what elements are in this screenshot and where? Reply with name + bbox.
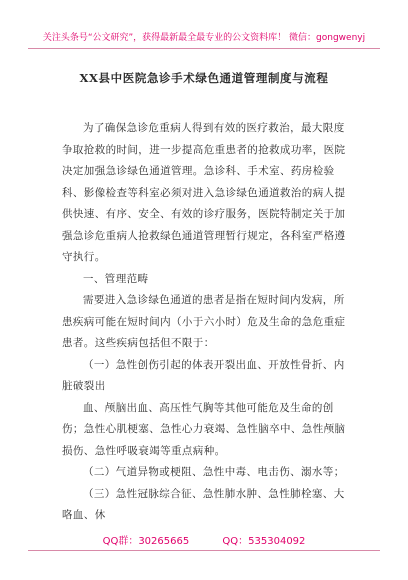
header-note: 关注头条号“公文研究”，获得最新最全最专业的公文资料库！ 微信：gongwenyj (42, 33, 366, 43)
section-heading: 一、管理范畴 (83, 272, 149, 285)
paragraph-continued: 血、颅脑出血、高压性气胸等其他可能危及生命的创伤；急性心肌梗塞、急性心力衰竭、急性脑卒中、急性颅脑损伤、急性呼吸衰竭等重点病种。 (62, 401, 346, 457)
list-item-1: （一）急性创伤引起的体表开裂出血、开放性骨折、内脏破裂出 (62, 358, 345, 392)
list-item-2: （二）气道异物或梗阻、急性中毒、电击伤、溺水等； (83, 466, 345, 478)
paragraph-scope: 需要进入急诊绿色通道的患者是指在短时间内发病，所患疾病可能在短时间内（小于六小时）危及生命的急危重症患者。这些疾病包括但不限于： (62, 294, 346, 349)
paragraph-intro: 为了确保急诊危重病人得到有效的医疗救治，最大限度争取抢救的时间，进一步提高危重患者的抢救成功率，医院决定加强急诊绿色通道管理。急诊科、手术室、药房检验科、影像检查等科室必须对进入急诊绿色通道救治的病人提供快速、有序、安全、有效的诊疗服务，医院特制定关于加强急诊危重病人抢救绿色通道管理暂行规定，各科室严格遵守执行。 (62, 122, 346, 263)
footer-contacts (0, 532, 408, 547)
footer-divider (28, 550, 380, 551)
footer-qq-group: QQ群：30265665 (102, 536, 190, 547)
document-body (62, 118, 352, 527)
footer-qq: QQ：535304092 (222, 536, 306, 547)
list-item-3: （三）急性冠脉综合征、急性肺水肿、急性肺栓塞、大咯血、休 (62, 487, 345, 521)
header-divider (28, 48, 380, 49)
document-title: XX县中医院急诊手术绿色通道管理制度与流程 (79, 71, 329, 85)
